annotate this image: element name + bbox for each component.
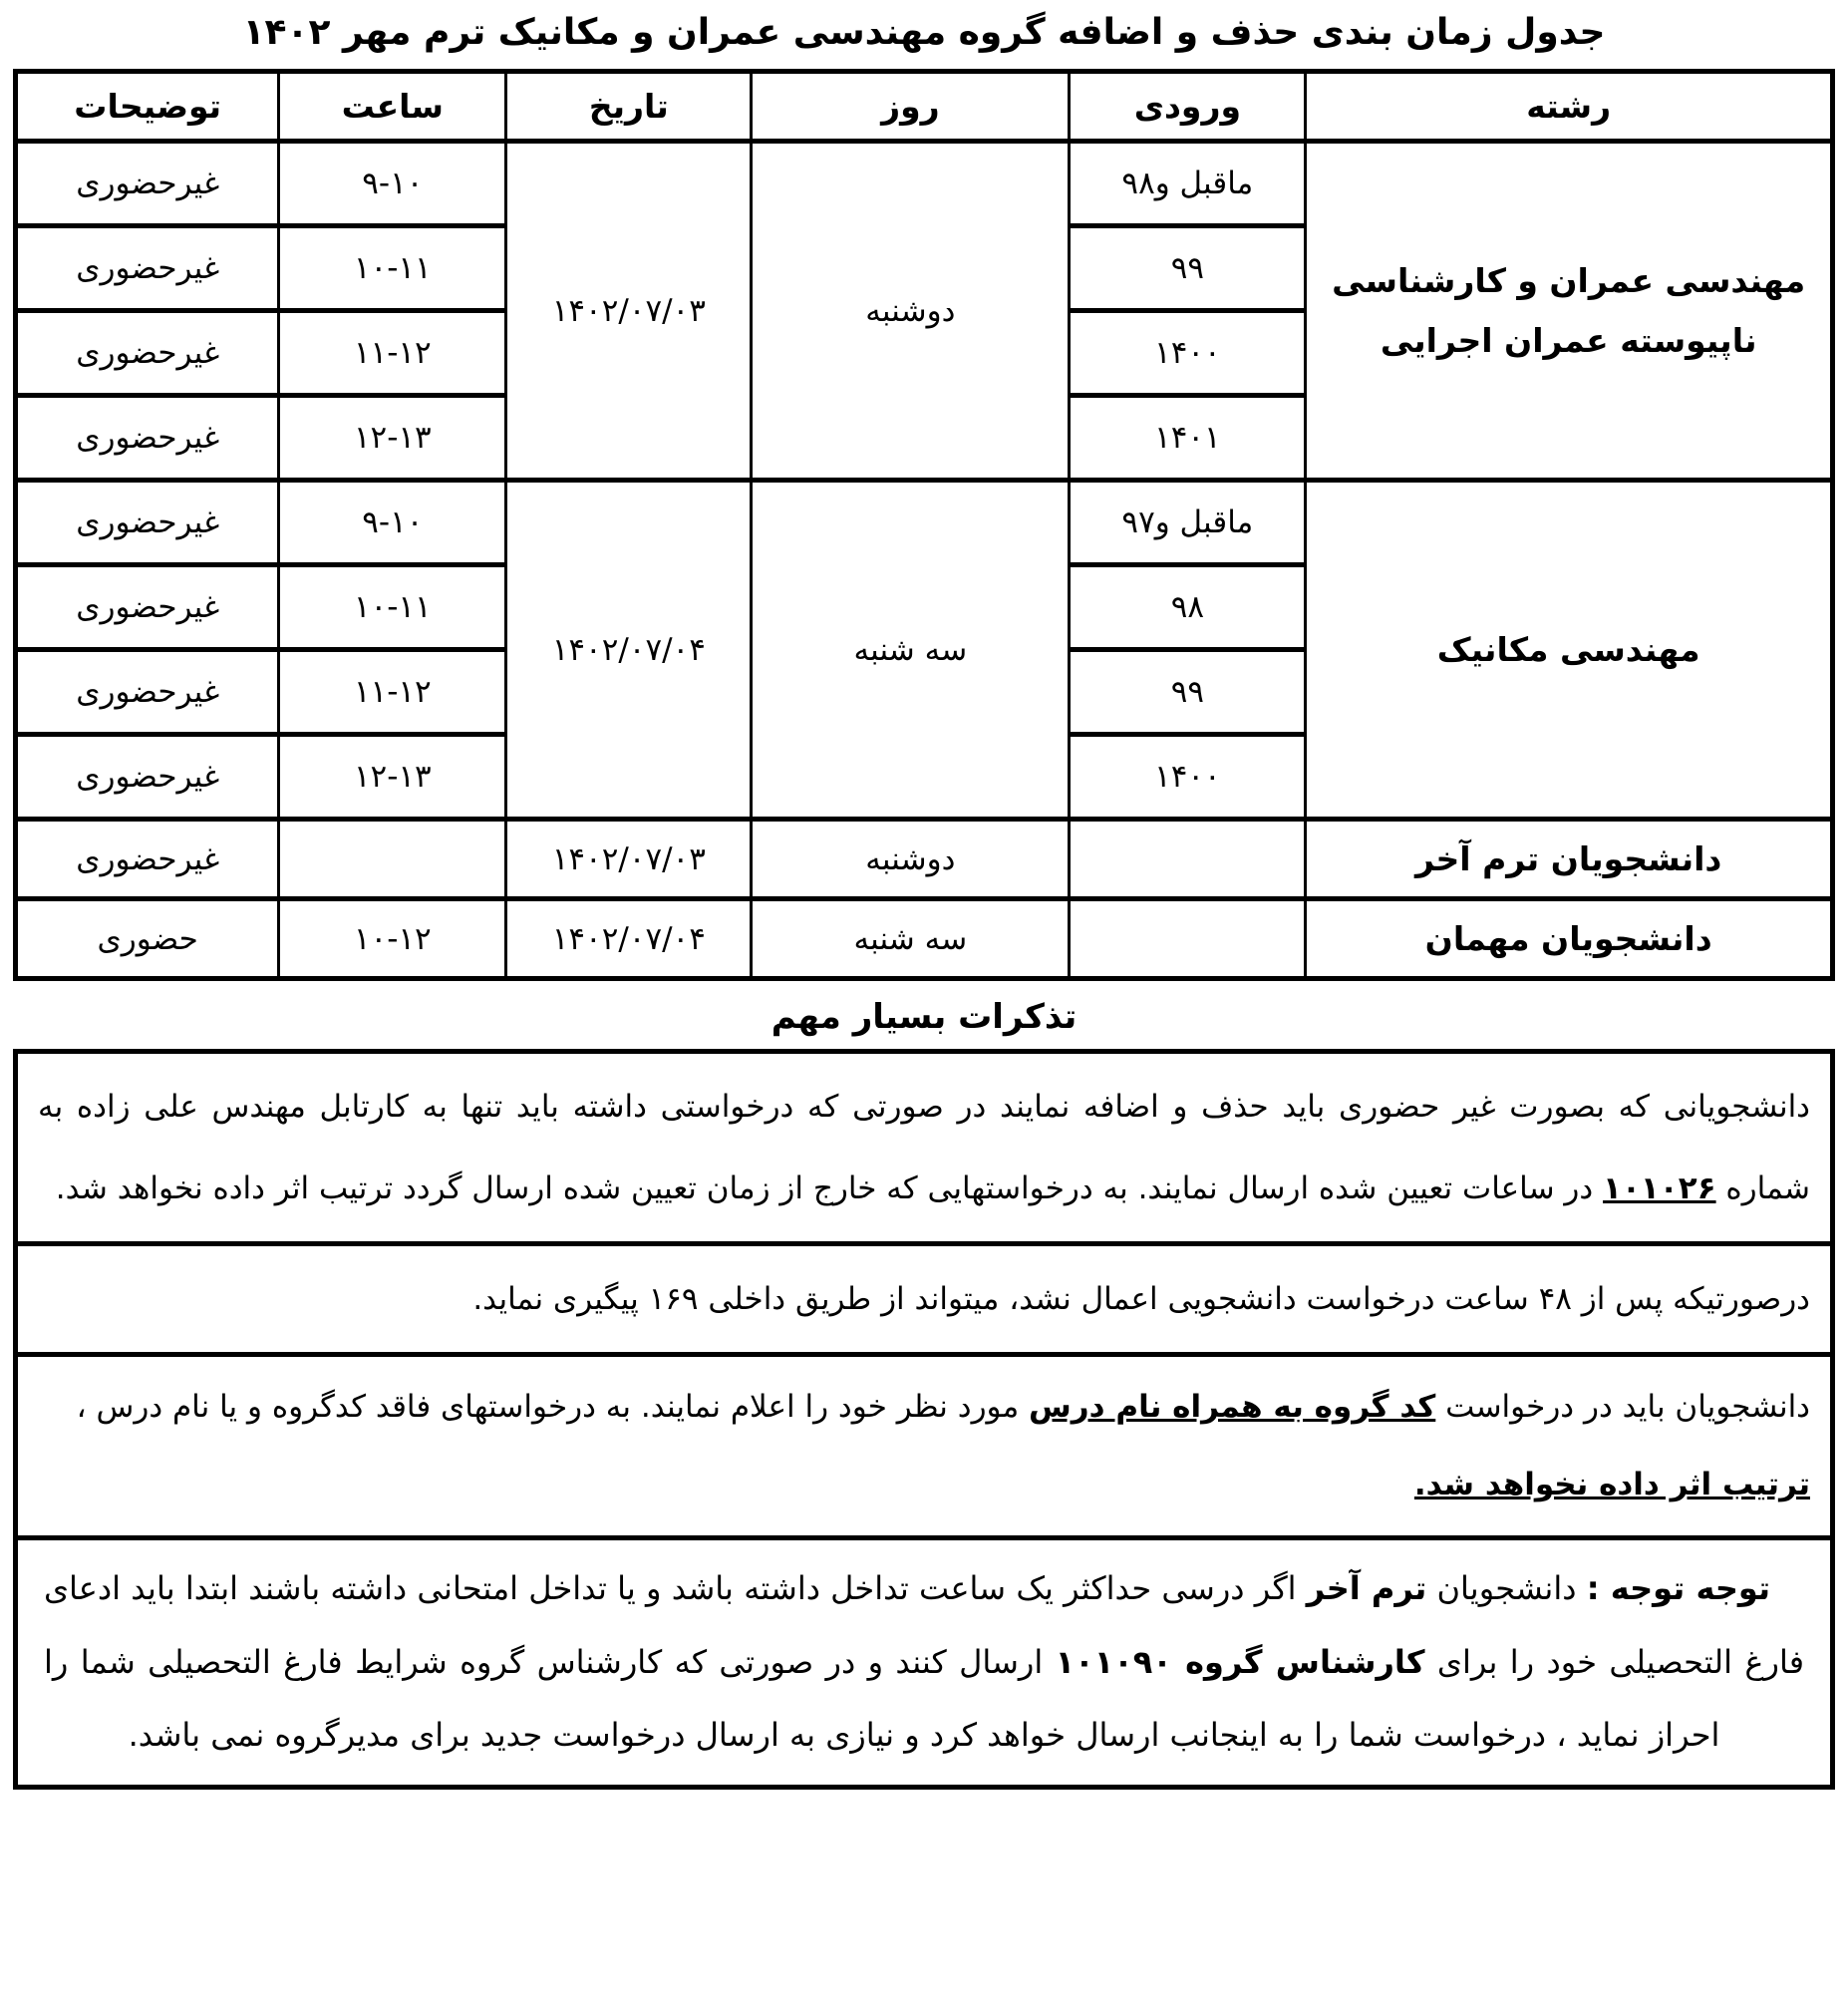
entry-cell — [1070, 820, 1306, 899]
attention-keyword: توجه توجه : — [1586, 1569, 1771, 1608]
day-cell: دوشنبه — [752, 820, 1070, 899]
remark-text: دانشجویان — [1426, 1569, 1587, 1608]
remark-text: دانشجویانی که بصورت غیر حضوری باید حذف و اضافه نمایند در صورتی که درخواستی داشته باید تنها به کارتابل مهندس علی زاده به شماره — [38, 1089, 1810, 1207]
entry-cell: ماقبل و۹۷ — [1070, 481, 1306, 565]
table-row — [16, 142, 1833, 226]
hour-cell: ۱۱-۱۲ — [279, 311, 506, 396]
note-cell: غیرحضوری — [16, 735, 279, 820]
hour-cell: ۱۱-۱۲ — [279, 650, 506, 735]
hour-cell: ۱۲-۱۳ — [279, 396, 506, 481]
cartable-number: ۱۰۱۰۲۶ — [1603, 1170, 1716, 1207]
header-field: رشته — [1306, 72, 1833, 142]
header-hour: ساعت — [279, 72, 506, 142]
date-cell: ۱۴۰۲/۰۷/۰۴ — [506, 481, 752, 820]
note-cell: غیرحضوری — [16, 396, 279, 481]
remark-text: درصورتیکه پس از ۴۸ ساعت درخواست دانشجویی اعمال نشد، میتواند از طریق داخلی ۱۶۹ پیگیری نماید. — [472, 1281, 1810, 1318]
note-cell: غیرحضوری — [16, 565, 279, 650]
remarks-heading: تذکرات بسیار مهم — [770, 997, 1078, 1037]
remark-last-term-notice — [18, 1535, 1830, 1785]
header-entry: ورودی — [1070, 72, 1306, 142]
day-cell: دوشنبه — [752, 142, 1070, 481]
note-cell: غیرحضوری — [16, 311, 279, 396]
field-cell: مهندسی عمران و کارشناسی ناپیوسته عمران اجرایی — [1306, 142, 1833, 481]
note-cell: غیرحضوری — [16, 820, 279, 899]
group-code-keyword: کد گروه به همراه نام درس — [1029, 1389, 1436, 1426]
entry-cell: ۹۹ — [1070, 226, 1306, 311]
remark-online-requests — [18, 1054, 1830, 1241]
header-date: تاریخ — [506, 72, 752, 142]
remark-text: اگر درسی حداکثر یک ساعت تداخل داشته باشد و یا تداخل امتحانی داشته باشند ابتدا باید ادعای فارغ التحصیلی خود را برای — [44, 1569, 1805, 1681]
date-cell: ۱۴۰۲/۰۷/۰۴ — [506, 899, 752, 979]
entry-cell — [1070, 899, 1306, 979]
hour-cell: ۹-۱۰ — [279, 481, 506, 565]
last-term-keyword: ترم آخر — [1306, 1569, 1427, 1608]
note-cell: غیرحضوری — [16, 142, 279, 226]
field-cell: مهندسی مکانیک — [1306, 481, 1833, 820]
remark-followup — [18, 1241, 1830, 1352]
entry-cell: ماقبل و۹۸ — [1070, 142, 1306, 226]
entry-cell: ۱۴۰۰ — [1070, 311, 1306, 396]
field-cell: دانشجویان مهمان — [1306, 899, 1833, 979]
date-cell: ۱۴۰۲/۰۷/۰۳ — [506, 142, 752, 481]
table-row — [16, 820, 1833, 899]
entry-cell: ۱۴۰۰ — [1070, 735, 1306, 820]
note-cell: غیرحضوری — [16, 481, 279, 565]
note-cell: غیرحضوری — [16, 650, 279, 735]
header-note: توضیحات — [16, 72, 279, 142]
remark-text: دانشجویان باید در درخواست — [1435, 1389, 1810, 1426]
day-cell: سه شنبه — [752, 481, 1070, 820]
remark-text: در ساعات تعیین شده ارسال نمایند. به درخواستهایی که خارج از زمان تعیین شده ارسال گردد ترتیب اثر داده نخواهد شد. — [55, 1170, 1604, 1207]
table-row — [16, 481, 1833, 565]
remark-text: ارسال کنند و در صورتی که کارشناس گروه شرایط فارغ التحصیلی شما را احراز نماید ، درخواست شما را به اینجانب ارسال خواهد کرد و نیازی به ارسال درخواست جدید برای مدیرگروه نمی باشد. — [44, 1642, 1720, 1755]
header-day: روز — [752, 72, 1070, 142]
hour-cell: ۱۰-۱۱ — [279, 565, 506, 650]
day-cell: سه شنبه — [752, 899, 1070, 979]
hour-cell: ۱۰-۱۱ — [279, 226, 506, 311]
entry-cell: ۹۸ — [1070, 565, 1306, 650]
remark-text: مورد نظر خود را اعلام نمایند. به درخواستهای فاقد کدگروه و یا نام درس ، — [76, 1389, 1030, 1426]
table-row — [16, 899, 1833, 979]
hour-cell: ۱۲-۱۳ — [279, 735, 506, 820]
note-cell: حضوری — [16, 899, 279, 979]
remarks-box — [13, 1049, 1835, 1790]
note-cell: غیرحضوری — [16, 226, 279, 311]
header-row — [16, 72, 1833, 142]
expert-group-number: کارشناس گروه ۱۰۱۰۹۰ — [1055, 1642, 1425, 1681]
no-effect-warning: ترتیب اثر داده نخواهد شد. — [1413, 1466, 1810, 1502]
field-cell: دانشجویان ترم آخر — [1306, 820, 1833, 899]
page-title: جدول زمان بندی حذف و اضافه گروه مهندسی عمران و مکانیک ترم مهر ۱۴۰۲ — [242, 12, 1606, 53]
hour-cell — [279, 820, 506, 899]
schedule-table — [13, 69, 1835, 981]
remark-group-code — [18, 1352, 1830, 1535]
date-cell: ۱۴۰۲/۰۷/۰۳ — [506, 820, 752, 899]
hour-cell: ۹-۱۰ — [279, 142, 506, 226]
entry-cell: ۱۴۰۱ — [1070, 396, 1306, 481]
entry-cell: ۹۹ — [1070, 650, 1306, 735]
hour-cell: ۱۰-۱۲ — [279, 899, 506, 979]
